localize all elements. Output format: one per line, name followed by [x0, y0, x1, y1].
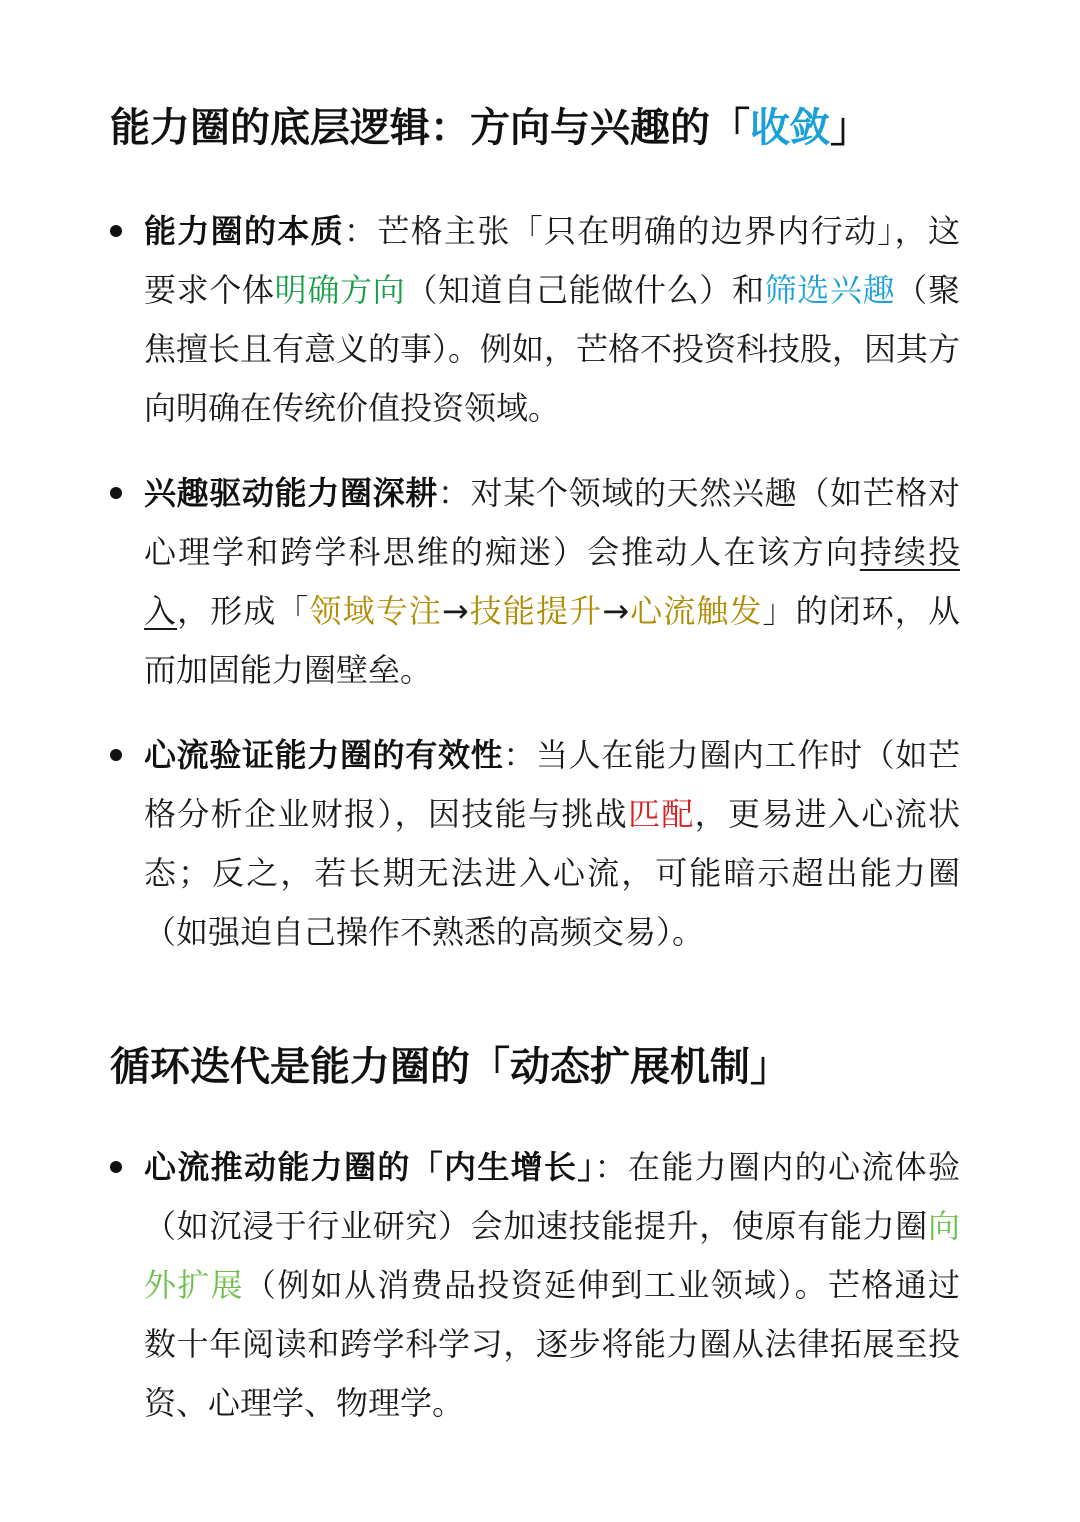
bullet-term: 心流验证能力圈的有效性 [144, 736, 504, 774]
arrow-glyph: → [602, 592, 629, 630]
heading-suffix: 」 [830, 105, 870, 151]
bullet-term: 心流推动能力圈的「内生增长」 [144, 1148, 595, 1186]
highlight-filter-interest: 筛选兴趣 [764, 271, 896, 309]
bullet-text [144, 464, 960, 700]
bullet-item-flow-validation [110, 726, 960, 962]
bullet-item-endogenous-growth [110, 1138, 960, 1433]
section-heading-2: 循环迭代是能力圈的「动态扩展机制」 [110, 1044, 790, 1090]
bullet-dot-icon [110, 1161, 122, 1173]
bullet-body: ，形成「 [177, 592, 310, 630]
section-heading-1 [110, 100, 870, 156]
bullet-body: ：芒格主张「只在明确的边界内行动」，这要求个体 [144, 212, 960, 309]
bullet-dot-icon [110, 749, 122, 761]
bullet-body: ：当人在能力圈内工作时（如芒格分析企业财报），因技能与挑战 [144, 736, 960, 833]
bullet-term: 兴趣驱动能力圈深耕 [144, 474, 438, 512]
highlight-domain-focus: 领域专注 [309, 592, 442, 630]
bullet-text [144, 726, 960, 962]
bullet-dot-icon [110, 487, 122, 499]
bullet-item-essence [110, 202, 960, 438]
bullet-text [144, 1138, 960, 1433]
highlight-clear-direction: 明确方向 [274, 271, 406, 309]
highlight-flow-trigger: 心流触发 [629, 592, 763, 630]
bullet-term: 能力圈的本质 [144, 212, 344, 250]
bullet-body: （例如从消费品投资延伸到工业领域）。芒格通过数十年阅读和跨学科学习，逐步将能力圈从法律拓展至投资、心理学、物理学。 [144, 1266, 960, 1422]
bullet-dot-icon [110, 225, 122, 237]
bullet-item-interest [110, 464, 960, 700]
underline-sustained-input: 持续投入 [144, 533, 960, 630]
bullet-body: （知道自己能做什么）和 [405, 271, 765, 309]
bullet-body: ：在能力圈内的心流体验（如沉浸于行业研究）会加速技能提升，使原有能力圈 [144, 1148, 960, 1245]
bullet-body: 」的闭环，从而加固能力圈壁垒。 [144, 592, 960, 689]
highlight-skill-up: 技能提升 [468, 592, 603, 630]
bullet-body: ，更易进入心流状态；反之，若长期无法进入心流，可能暗示超出能力圈（如强迫自己操作不熟悉的高频交易）。 [144, 795, 960, 951]
heading-prefix: 能力圈的底层逻辑：方向与兴趣的「 [110, 105, 750, 151]
highlight-match: 匹配 [627, 795, 695, 833]
highlight-expand-outward: 向外扩展 [144, 1207, 960, 1304]
bullet-body: ：对某个领域的天然兴趣（如芒格对心理学和跨学科思维的痴迷）会推动人在该方向 [144, 474, 960, 571]
bullet-body: （聚焦擅长且有意义的事）。例如，芒格不投资科技股，因其方向明确在传统价值投资领域。 [144, 271, 961, 427]
bullet-text [144, 202, 960, 438]
arrow-glyph: → [441, 592, 469, 630]
heading-highlight: 收敛 [750, 105, 830, 151]
